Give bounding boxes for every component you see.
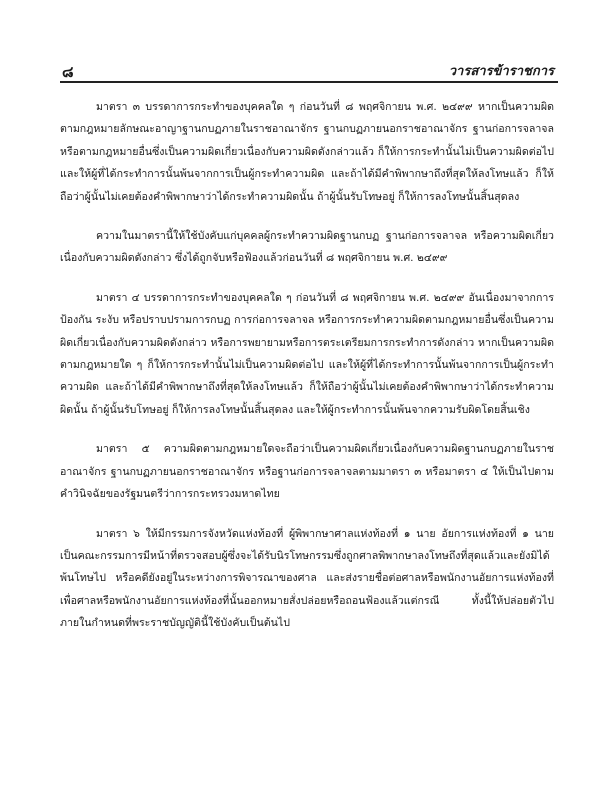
running-header-title: วารสารข้าราชการ: [448, 64, 554, 79]
document-body: [60, 96, 554, 652]
paragraph-section-3-continued: ความในมาตรานี้ให้ใช้บังคับแก่บุคคลผู้กระทำความผิดฐานกบฏ ฐานก่อการจลาจล หรือความผิดเกี่ยวเนื่องกับความผิดดังกล่าว ซึ่งได้ถูกจับหรือฟ้องแล้วก่อนวันที่ ๘ พฤศจิกายน พ.ศ. ๒๔๙๙: [60, 230, 554, 265]
paragraph-section-6: มาตรา ๖ ให้มีกรรมการจังหวัดแห่งท้องที่ ผู้พิพากษาศาลแห่งท้องที่ ๑ นาย อัยการแห่งท้องที่ ๑ นาย เป็นคณะกรรมการมีหน้าที่ตรวจสอบผู้ซึ่งจะได้รับนิรโทษกรรมซึ่งถูกศาลพิพากษาลงโทษถึงที่สุดแล้วและยังมิได้พ้นโทษไป หรือคดียังอยู่ในระหว่างการพิจารณาของศาล และส่งรายชื่อต่อศาลหรือพนักงานอัยการแห่งท้องที่ เพื่อศาลหรือพนักงานอัยการแห่งท้องที่นั้นออกหมายสั่งปล่อยหรือถอนฟ้องแล้วแต่กรณี ทั้งนี้ให้ปล่อยตัวไปภายในกำหนดที่พระราชบัญญัตินี้ใช้บังคับเป็นต้นไป: [60, 527, 554, 630]
page-number: ๘: [62, 63, 74, 81]
paragraph-section-3: มาตรา ๓ บรรดาการกระทำของบุคคลใด ๆ ก่อนวันที่ ๘ พฤศจิกายน พ.ศ. ๒๔๙๙ หากเป็นความผิดตามกฎหมายลักษณะอาญาฐานกบฏภายในราชอาณาจักร ฐานกบฏภายนอกราชอาณาจักร ฐานก่อการจลาจล หรือตามกฎหมายอื่นซึ่งเป็นความผิดเกี่ยวเนื่องกับความผิดดังกล่าวแล้ว ก็ให้การกระทำนั้นไม่เป็นความผิดต่อไป และให้ผู้ที่ได้กระทำการนั้นพ้นจากการเป็นผู้กระทำความผิด และถ้าได้มีคำพิพากษาถึงที่สุดให้ลงโทษแล้ว ก็ให้ถือว่าผู้นั้นไม่เคยต้องคำพิพากษาว่าได้กระทำความผิดนั้น ถ้าผู้นั้นรับโทษอยู่ ก็ให้การลงโทษนั้นสิ้นสุดลง: [60, 101, 554, 203]
paragraph-section-4: มาตรา ๔ บรรดาการกระทำของบุคคลใด ๆ ก่อนวันที่ ๘ พฤศจิกายน พ.ศ. ๒๔๙๙ อันเนื่องมาจากการป้องกัน ระงับ หรือปราบปรามการกบฏ การก่อการจลาจล หรือการกระทำความผิดตามกฎหมายอื่นซึ่งเป็นความผิดเกี่ยวเนื่องกับความผิดดังกล่าว หรือการพยายามหรือการตระเตรียมการกระทำการดังกล่าว หากเป็นความผิดตามกฎหมายใด ๆ ก็ให้การกระทำนั้นไม่เป็นความผิดต่อไป และให้ผู้ที่ได้กระทำการนั้นพ้นจากการเป็นผู้กระทำความผิด และถ้าได้มีคำพิพากษาถึงที่สุดให้ลงโทษแล้ว ก็ให้ถือว่าผู้นั้นไม่เคยต้องคำพิพากษาว่าได้กระทำความผิดนั้น ถ้าผู้นั้นรับโทษอยู่ ก็ให้การลงโทษนั้นสิ้นสุดลง และให้ผู้กระทำการนั้นพ้นจากความรับผิดโดยสิ้นเชิง: [60, 291, 554, 416]
paragraph-section-5: มาตรา ๕ ความผิดตามกฎหมายใดจะถือว่าเป็นความผิดเกี่ยวเนื่องกับความผิดฐานกบฏภายในราชอาณาจักร ฐานกบฏภายนอกราชอาณาจักร หรือฐานก่อการจลาจลตามมาตรา ๓ หรือมาตรา ๔ ให้เป็นไปตามคำวินิจฉัยของรัฐมนตรีว่าการกระทรวงมหาดไทย: [60, 443, 554, 501]
header-divider: [60, 81, 558, 83]
